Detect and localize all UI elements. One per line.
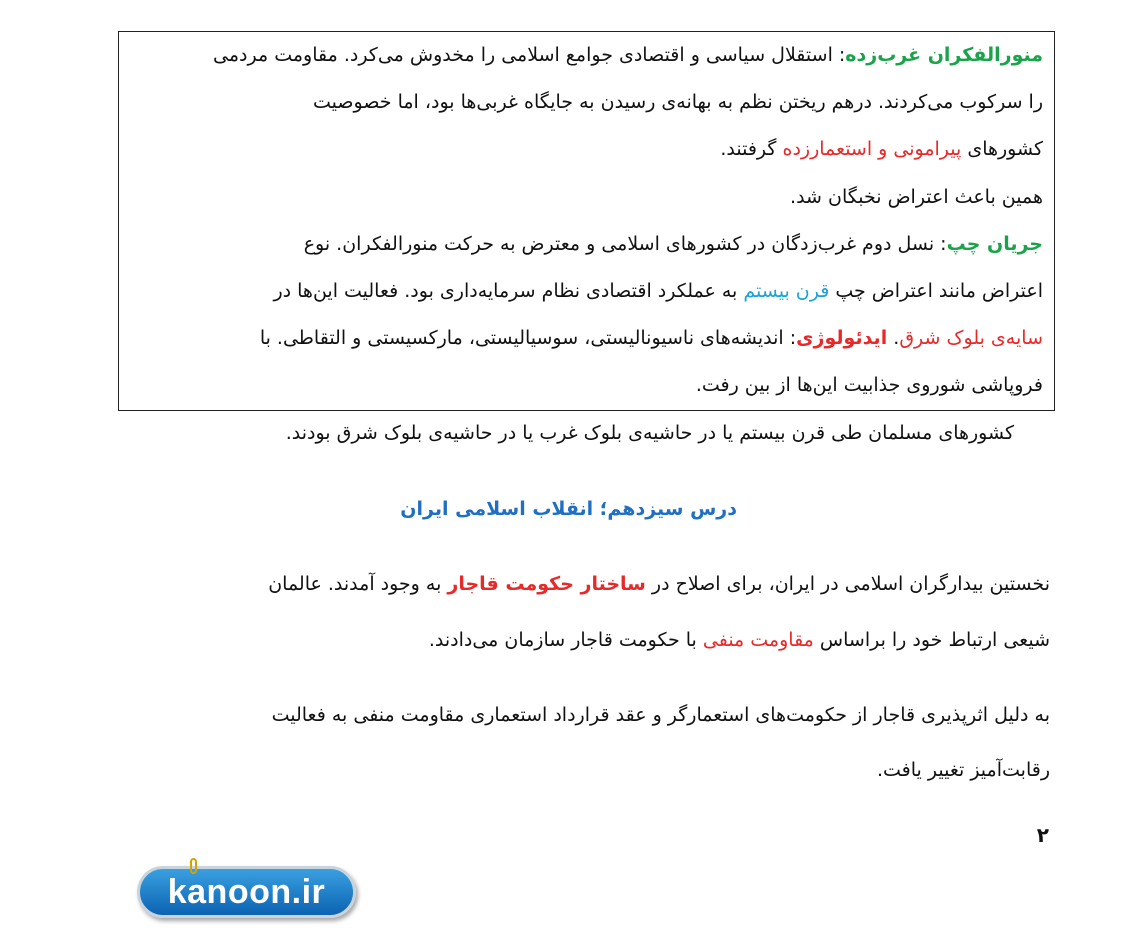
box-line-7: سایه‌ی بلوک شرق. ایدئولوژی: اندیشه‌های ناسیونالیستی، سوسیالیستی، مارکسیستی و التقاطی. با	[259, 327, 1043, 349]
after-box-sentence: کشورهای مسلمان طی قرن بیستم یا در حاشیه‌ی بلوک غرب یا در حاشیه‌ی بلوک شرق بودند.	[285, 422, 1014, 444]
paragraph-2-line-1: به دلیل اثرپذیری قاجار از حکومت‌های استعمارگر و عقد قرارداد استعماری مقاومت منفی به فعالیت	[271, 704, 1050, 726]
box-line-3: کشورهای پیرامونی و استعمارزده گرفتند.	[720, 138, 1043, 160]
highlight-eastern-bloc: سایه‌ی بلوک شرق	[899, 327, 1043, 349]
box-line-8: فروپاشی شوروی جذابیت این‌ها از بین رفت.	[695, 374, 1043, 396]
highlight-qajar-structure: ساختار حکومت قاجار	[447, 573, 646, 595]
logo-text: kanoon.ir	[167, 872, 326, 911]
highlight-negative-resistance: مقاومت منفی	[702, 629, 814, 651]
highlight-twentieth-century: قرن بیستم	[743, 280, 830, 302]
lesson-heading: درس سیزدهم؛ انقلاب اسلامی ایران	[400, 498, 737, 520]
box-line-6: اعتراض مانند اعتراض چپ قرن بیستم به عملکرد اقتصادی نظام سرمایه‌داری بود. فعالیت این‌ها در	[273, 280, 1043, 302]
paperclip-icon	[190, 858, 197, 874]
box-line-1: منورالفکران غرب‌زده: استقلال سیاسی و اقتصادی جوامع اسلامی را مخدوش می‌کرد. مقاومت مردمی	[213, 44, 1043, 66]
term-ideology: ایدئولوژی	[796, 327, 888, 349]
term-left-current: جریان چپ	[946, 233, 1043, 255]
box-line-2: را سرکوب می‌کردند. درهم ریختن نظم به بهانه‌ی رسیدن به جایگاه غربی‌ها بود، اما خصوصیت	[312, 91, 1043, 113]
term-westernized-intellectuals: منورالفکران غرب‌زده	[845, 44, 1043, 66]
paragraph-1-line-1: نخستین بیدارگران اسلامی در ایران، برای اصلاح در ساختار حکومت قاجار به وجود آمدند. عالمان	[268, 573, 1050, 595]
box-line-4: همین باعث اعتراض نخبگان شد.	[790, 186, 1043, 208]
paragraph-2-line-2: رقابت‌آمیز تغییر یافت.	[876, 759, 1050, 781]
box-line-5: جریان چپ: نسل دوم غرب‌زدگان در کشورهای اسلامی و معترض به حرکت منورالفکران. نوع	[303, 233, 1043, 255]
highlight-peripheral: پیرامونی و استعمارزده	[782, 138, 962, 160]
kanoon-logo	[137, 866, 356, 918]
page-number: ۲	[1036, 823, 1049, 847]
paragraph-1-line-2: شیعی ارتباط خود را براساس مقاومت منفی با حکومت قاجار سازمان می‌دادند.	[428, 629, 1050, 651]
